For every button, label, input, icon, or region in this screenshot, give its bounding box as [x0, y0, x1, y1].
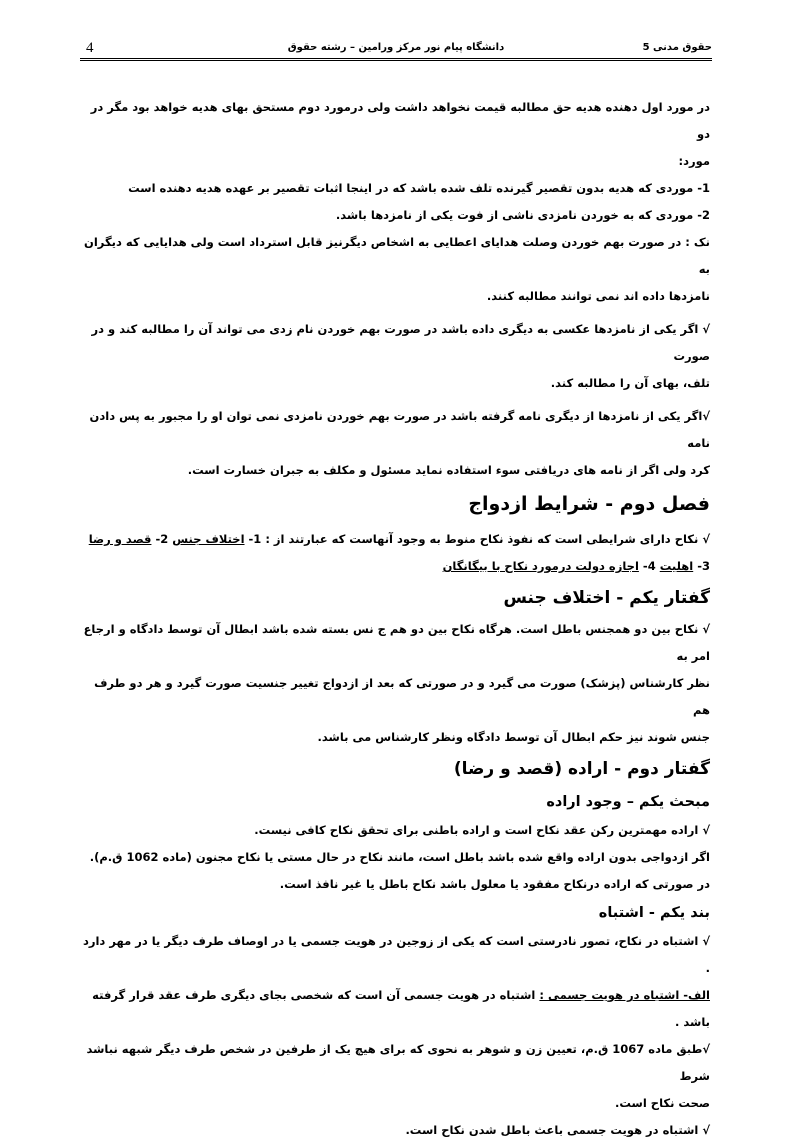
paragraph: کرد ولی اگر از نامه های دریافتی سوء استفاده نماید مسئول و مکلف به جبران خسارت است. — [187, 463, 710, 477]
condition-2: قصد و رضا — [88, 532, 152, 546]
paragraph: √ نکاح بین دو همجنس باطل است. هرگاه نکاح بین دو هم ج نس بسته شده باشد ابطال آن توسط دادگاه و ارجاع امر به — [83, 622, 710, 663]
conditions-line-1 — [82, 526, 710, 553]
list-item: 2- موردی که به خوردن نامزدی ناشی از فوت یکی از نامزدها باشد. — [335, 208, 710, 222]
section-heading: گفتار دوم - اراده (قصد و رضا) — [453, 759, 710, 779]
paragraph: مورد: — [678, 154, 710, 168]
paragraph: اگر ازدواجی بدون اراده واقع شده باشد باطل است، مانند نکاح در حال مستی یا نکاح مجنون (ماده 1062 ق.م). — [89, 850, 710, 864]
header-divider — [80, 58, 712, 61]
paragraph: √اگر یکی از نامزدها از دیگری نامه گرفته باشد در صورت بهم خوردن نامزدی نمی توان او را مجبور به پس دادن نامه — [89, 409, 710, 450]
note-paragraph: نک : در صورت بهم خوردن وصلت هدایای اعطایی به اشخاص دیگرنیز قابل استرداد است ولی هدایایی که دیگران به — [84, 235, 710, 276]
note-paragraph: نامزدها داده اند نمی توانند مطالبه کنند. — [486, 289, 710, 303]
conditions-line-2 — [82, 553, 710, 580]
term-definition: اشتباه در هویت جسمی آن است که شخصی بجای دیگری طرف عقد قرار گرفته باشد . — [92, 988, 710, 1029]
course-title: حقوق مدنی 5 — [642, 42, 712, 53]
section-heading: گفتار یکم - اختلاف جنس — [503, 588, 710, 608]
paragraph: صحت نکاح است. — [615, 1096, 710, 1110]
condition-sep: 4- — [638, 559, 660, 573]
paragraph: √ اشتباه در هویت جسمی باعث باطل شدن نکاح است. — [405, 1123, 710, 1137]
paragraph: جنس شوند نیز حکم ابطال آن توسط دادگاه ونظر کارشناس می باشد. — [317, 730, 710, 744]
paragraph: نظر کارشناس (پزشک) صورت می گیرد و در صورتی که بعد از ازدواج تغییر جنسیت صورت گیرد و هر دو طرف هم — [94, 676, 710, 717]
chapter-heading: فصل دوم - شرایط ازدواج — [468, 493, 710, 515]
page-number: 4 — [86, 40, 94, 56]
paragraph: تلف، بهای آن را مطالبه کند. — [550, 376, 710, 390]
paragraph: √ اگر یکی از نامزدها عکسی به دیگری داده باشد در صورت بهم خوردن نام زدی می تواند آن را مطالبه کند و در صورت — [91, 322, 710, 363]
header-title: دانشگاه پیام نور مرکز ورامین – رشته حقوق — [287, 42, 505, 53]
conditions-intro: √ نکاح دارای شرایطی است که نفوذ نکاح منوط به وجود آنهاست که عبارتند از : 1- — [244, 532, 710, 546]
paragraph — [82, 982, 710, 1036]
paragraph: در صورتی که اراده درنکاح مفقود یا معلول باشد نکاح باطل یا غیر نافذ است. — [279, 877, 710, 891]
condition-sep: 2- — [151, 532, 173, 546]
clause-heading: بند یکم - اشتباه — [598, 905, 710, 921]
condition-1: اختلاف جنس — [172, 532, 245, 546]
list-item: 1- موردی که هدیه بدون تقصیر گیرنده تلف شده باشد که در اینجا اثبات تقصیر بر عهده هدیه دهنده است — [128, 181, 710, 195]
paragraph: در مورد اول دهنده هدیه حق مطالبه قیمت نخواهد داشت ولی درمورد دوم مستحق بهای هدیه خواهد بود مگر در دو — [90, 100, 710, 141]
subsection-heading: مبحث یکم – وجود اراده — [546, 794, 710, 810]
page-body — [82, 94, 710, 1144]
condition-3: اهلیت — [659, 559, 694, 573]
condition-4: اجازه دولت درمورد نکاح با بیگانگان — [442, 559, 639, 573]
paragraph: √طبق ماده 1067 ق.م، تعیین زن و شوهر به نحوی که برای هیچ یک از طرفین در شخص طرف دیگر شبهه نباشد شرط — [86, 1042, 710, 1083]
paragraph: √ اشتباه در نکاح، تصور نادرستی است که یکی از زوجین در هویت جسمی یا در اوصاف طرف دیگر یا در مهر دارد . — [82, 934, 710, 975]
condition-num-3: 3- — [693, 559, 710, 573]
page-header — [80, 38, 712, 60]
term-label: الف- اشتباه در هویت جسمی : — [539, 988, 710, 1002]
paragraph: √ اراده مهمترین رکن عقد نکاح است و اراده باطنی برای تحقق نکاح کافی نیست. — [254, 823, 710, 837]
